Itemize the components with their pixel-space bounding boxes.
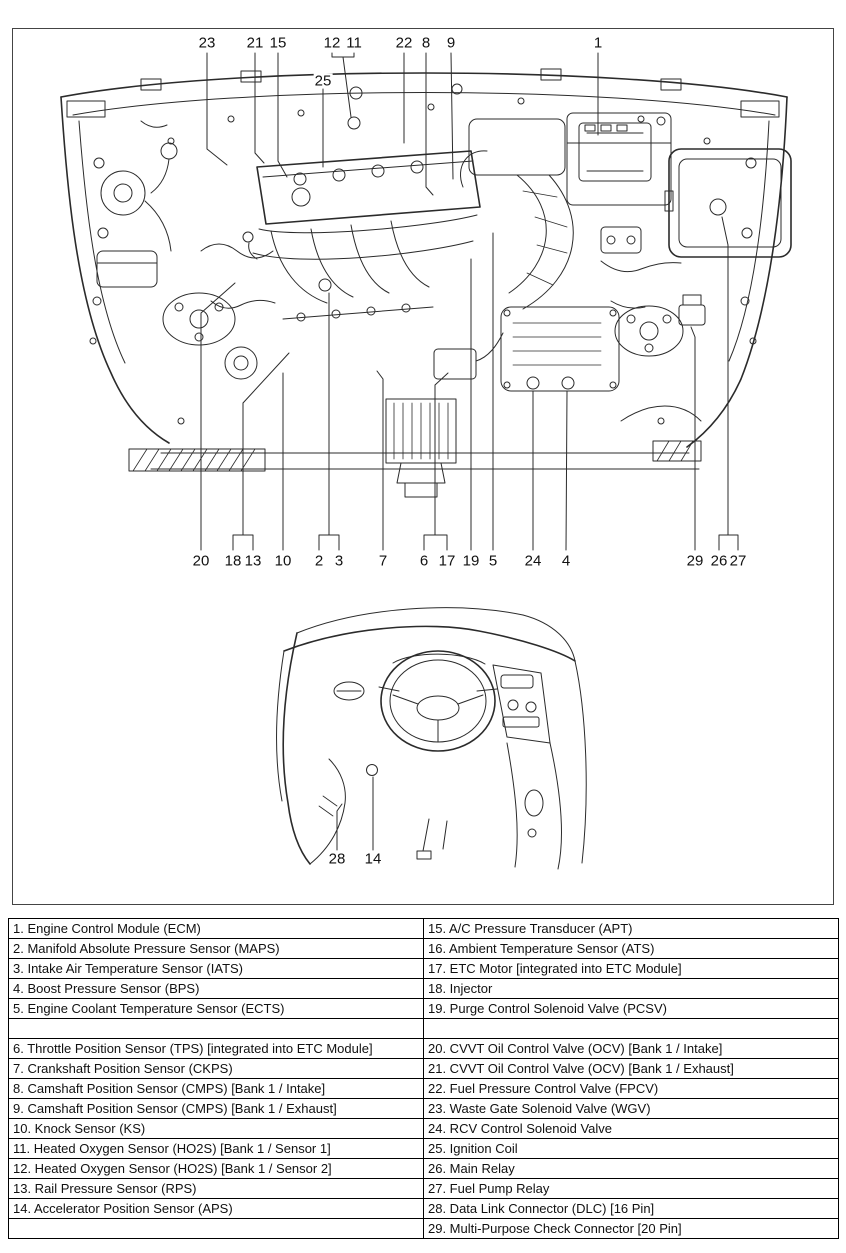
- legend-cell-right: 18. Injector: [424, 979, 839, 999]
- callout-label-6: 6: [419, 552, 429, 570]
- legend-cell-right: 16. Ambient Temperature Sensor (ATS): [424, 939, 839, 959]
- legend-row: [9, 1019, 839, 1039]
- callout-label-20: 20: [192, 552, 210, 570]
- legend-cell-right: 20. CVVT Oil Control Valve (OCV) [Bank 1 / Intake]: [424, 1039, 839, 1059]
- callout-label-18: 18: [224, 552, 242, 570]
- legend-cell-left: 13. Rail Pressure Sensor (RPS): [9, 1179, 424, 1199]
- legend-row: [9, 1099, 839, 1119]
- legend-row: [9, 1179, 839, 1199]
- legend-cell-left: 7. Crankshaft Position Sensor (CKPS): [9, 1059, 424, 1079]
- callout-label-22: 22: [395, 34, 413, 52]
- legend-cell-left: 3. Intake Air Temperature Sensor (IATS): [9, 959, 424, 979]
- legend-row: [9, 999, 839, 1019]
- legend-cell-right: 24. RCV Control Solenoid Valve: [424, 1119, 839, 1139]
- callout-label-23: 23: [198, 34, 216, 52]
- legend-cell-left: 10. Knock Sensor (KS): [9, 1119, 424, 1139]
- legend-cell-right: 21. CVVT Oil Control Valve (OCV) [Bank 1 / Exhaust]: [424, 1059, 839, 1079]
- callout-label-1: 1: [593, 34, 603, 52]
- legend-cell-right: 28. Data Link Connector (DLC) [16 Pin]: [424, 1199, 839, 1219]
- interior-drawing: [276, 608, 586, 869]
- legend-cell-right: [424, 1019, 839, 1039]
- misc-bolts: [90, 98, 756, 424]
- legend-cell-left: 5. Engine Coolant Temperature Sensor (ECTS): [9, 999, 424, 1019]
- legend-cell-left: [9, 1019, 424, 1039]
- callout-label-11: 11: [346, 34, 362, 52]
- callout-label-29: 29: [686, 552, 704, 570]
- callout-label-2: 2: [314, 552, 324, 570]
- legend-cell-left: 14. Accelerator Position Sensor (APS): [9, 1199, 424, 1219]
- air-cleaner: [460, 119, 619, 391]
- callout-label-21: 21: [246, 34, 264, 52]
- callout-label-25: 25: [314, 72, 332, 90]
- engine-assembly: [201, 151, 701, 421]
- legend-cell-left: 1. Engine Control Module (ECM): [9, 919, 424, 939]
- callout-label-3: 3: [334, 552, 344, 570]
- legend-cell-left: 6. Throttle Position Sensor (TPS) [integrated into ETC Module]: [9, 1039, 424, 1059]
- figure-drawing: [13, 29, 833, 904]
- callout-label-19: 19: [462, 552, 480, 570]
- callout-label-13: 13: [244, 552, 262, 570]
- legend-cell-left: 12. Heated Oxygen Sensor (HO2S) [Bank 1 / Sensor 2]: [9, 1159, 424, 1179]
- legend-cell-left: 11. Heated Oxygen Sensor (HO2S) [Bank 1 / Sensor 1]: [9, 1139, 424, 1159]
- leader-lines-interior: [337, 777, 373, 850]
- callout-label-14: 14: [364, 850, 382, 868]
- legend-cell-right: 29. Multi-Purpose Check Connector [20 Pin]: [424, 1219, 839, 1239]
- legend-row: [9, 939, 839, 959]
- legend-cell-left: [9, 1219, 424, 1239]
- reservoirs: [97, 121, 177, 287]
- leader-lines-bottom: [201, 217, 738, 550]
- legend-cell-right: 17. ETC Motor [integrated into ETC Module]: [424, 959, 839, 979]
- fender-connector: [679, 295, 705, 325]
- callout-label-12: 12: [323, 34, 341, 52]
- legend-row: [9, 1139, 839, 1159]
- callout-label-5: 5: [488, 552, 498, 570]
- legend-cell-left: 9. Camshaft Position Sensor (CMPS) [Bank 1 / Exhaust]: [9, 1099, 424, 1119]
- callout-label-9: 9: [446, 34, 456, 52]
- battery-and-ecm: [567, 113, 671, 205]
- legend-table: [8, 918, 839, 1239]
- legend-row: [9, 1159, 839, 1179]
- callout-label-24: 24: [524, 552, 542, 570]
- component-location-figure: [12, 28, 834, 905]
- legend-row: [9, 1039, 839, 1059]
- fuse-box: [665, 149, 791, 257]
- legend-cell-right: 27. Fuel Pump Relay: [424, 1179, 839, 1199]
- legend-row: [9, 1219, 839, 1239]
- legend-cell-left: 8. Camshaft Position Sensor (CMPS) [Bank 1 / Intake]: [9, 1079, 424, 1099]
- callout-label-26: 26: [710, 552, 728, 570]
- legend-row: [9, 1079, 839, 1099]
- legend-cell-right: 26. Main Relay: [424, 1159, 839, 1179]
- cowl-panel: [61, 69, 787, 115]
- legend-cell-right: 19. Purge Control Solenoid Valve (PCSV): [424, 999, 839, 1019]
- callout-label-17: 17: [438, 552, 456, 570]
- legend-row: [9, 1059, 839, 1079]
- callout-label-10: 10: [274, 552, 292, 570]
- callout-label-28: 28: [328, 850, 346, 868]
- legend-row: [9, 959, 839, 979]
- callout-label-7: 7: [378, 552, 388, 570]
- legend-cell-left: 4. Boost Pressure Sensor (BPS): [9, 979, 424, 999]
- radiator-support: [129, 399, 701, 497]
- legend-cell-left: 2. Manifold Absolute Pressure Sensor (MAPS): [9, 939, 424, 959]
- callout-label-15: 15: [269, 34, 287, 52]
- callout-label-8: 8: [421, 34, 431, 52]
- legend-cell-right: 15. A/C Pressure Transducer (APT): [424, 919, 839, 939]
- legend-cell-right: 23. Waste Gate Solenoid Valve (WGV): [424, 1099, 839, 1119]
- callout-label-27: 27: [729, 552, 747, 570]
- legend-row: [9, 979, 839, 999]
- legend-cell-right: 25. Ignition Coil: [424, 1139, 839, 1159]
- legend-row: [9, 1119, 839, 1139]
- callout-label-4: 4: [561, 552, 571, 570]
- legend-cell-right: 22. Fuel Pressure Control Valve (FPCV): [424, 1079, 839, 1099]
- legend-row: [9, 1199, 839, 1219]
- legend-row: [9, 919, 839, 939]
